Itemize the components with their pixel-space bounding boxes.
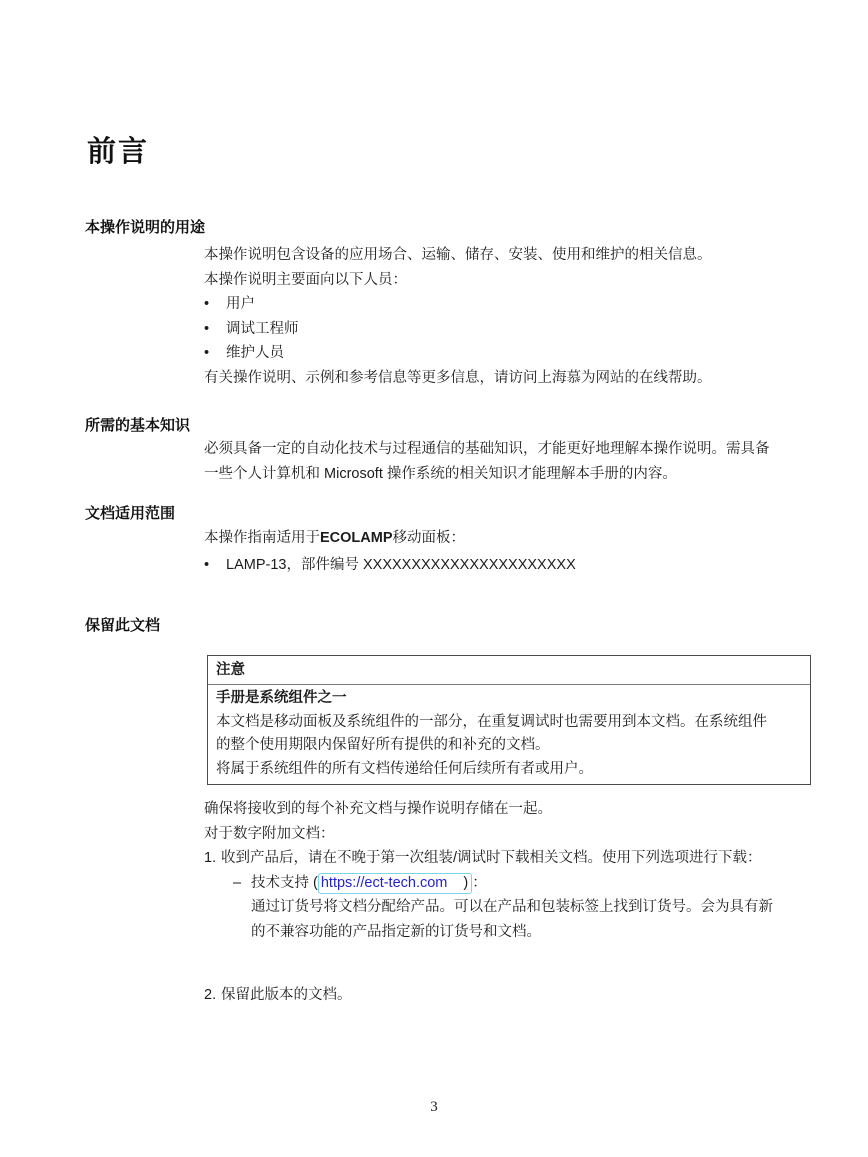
list-item-label: LAMP-13，部件编号 XXXXXXXXXXXXXXXXXXXXXX: [226, 556, 576, 573]
list-item-label: 调试工程师: [226, 320, 299, 337]
notice-title: 手册是系统组件之一: [216, 690, 347, 706]
numbered-item-2: [204, 983, 822, 1008]
notice-box: [207, 655, 811, 785]
colon: ：: [472, 874, 487, 891]
more-info-suffix: 在线帮助。: [639, 369, 712, 386]
brand-name: 慕为网站的: [566, 369, 639, 386]
section-heading-purpose: 本操作说明的用途: [85, 219, 206, 236]
list-item-label: 用户: [226, 296, 255, 312]
notice-text-line: 的整个使用期限内保留好所有提供的和补充的文档。: [216, 737, 550, 753]
notice-body: [208, 685, 810, 784]
paragraph-line: 本操作说明主要面向以下人员：: [204, 271, 407, 288]
link-annotation-box: [318, 873, 472, 894]
section-heading-retain: 保留此文档: [85, 617, 161, 634]
paragraph-line: 的不兼容功能的产品指定新的订货号和文档。: [251, 923, 541, 940]
sub-item-content: [251, 871, 487, 896]
section-heading-knowledge: 所需的基本知识: [85, 417, 191, 434]
page-title: 前言: [87, 136, 150, 168]
section-body-retain-step2: [204, 983, 822, 1008]
item-number: 2.: [204, 987, 217, 1003]
numbered-item-text: 保留此版本的文档。: [221, 987, 352, 1003]
section-body-purpose: [204, 243, 822, 390]
paragraph-line: 对于数字附加文档：: [204, 825, 335, 842]
paragraph-line: [204, 526, 822, 551]
section-body-scope: [204, 526, 822, 577]
list-item: [204, 292, 822, 317]
paragraph-line: [204, 366, 822, 391]
numbered-item-text: 收到产品后，请在不晚于第一次组装/调试时下载相关文档。使用下列选项进行下载：: [221, 850, 762, 866]
paren-close: ): [463, 874, 469, 891]
notice-label: 注意: [208, 656, 810, 685]
paragraph-line: 一些个人计算机和 Microsoft 操作系统的相关知识才能理解本手册的内容。: [204, 465, 677, 482]
support-link[interactable]: https://ect-tech.com: [320, 874, 448, 891]
list-item: [204, 341, 822, 366]
scope-lead-suffix: 移动面板：: [392, 530, 465, 546]
section-body-retain: [204, 797, 822, 944]
notice-text-line: 将属于系统组件的所有文档传递给任何后续所有者或用户。: [216, 760, 593, 777]
bullet-icon: •: [204, 345, 210, 361]
section-heading-scope: 文档适用范围: [85, 505, 176, 522]
list-item-label: 维护人员: [226, 345, 284, 361]
bullet-icon: •: [204, 296, 210, 312]
list-item: [204, 317, 822, 342]
paragraph-line: 通过订货号将文档分配给产品。可以在产品和包装标签上找到订货号。会为具有新: [251, 899, 773, 915]
sub-item-support: [204, 871, 822, 896]
support-label: 技术支持 (: [251, 874, 318, 891]
paragraph-line: 必须具备一定的自动化技术与过程通信的基础知识，才能更好地理解本操作说明。需具备: [204, 441, 770, 457]
paragraph-line: 本操作说明包含设备的应用场合、运输、储存、安装、使用和维护的相关信息。: [204, 247, 712, 263]
notice-text-line: 本文档是移动面板及系统组件的一部分，在重复调试时也需要用到本文档。在系统组件: [216, 713, 767, 730]
paragraph-line: 确保将接收到的每个补充文档与操作说明存储在一起。: [204, 801, 552, 817]
section-body-knowledge: [204, 437, 822, 486]
dash-icon: –: [233, 874, 242, 891]
bullet-icon: •: [204, 556, 210, 573]
list-item: [204, 553, 822, 578]
item-number: 1.: [204, 850, 217, 866]
numbered-item-1: [204, 846, 822, 871]
page-number: 3: [430, 1099, 438, 1115]
scope-lead-prefix: 本操作指南适用于: [204, 530, 320, 546]
more-info-prefix: 有关操作说明、示例和参考信息等更多信息，请访问上海: [204, 369, 567, 386]
bullet-icon: •: [204, 320, 210, 337]
product-name: ECOLAMP: [320, 530, 393, 546]
